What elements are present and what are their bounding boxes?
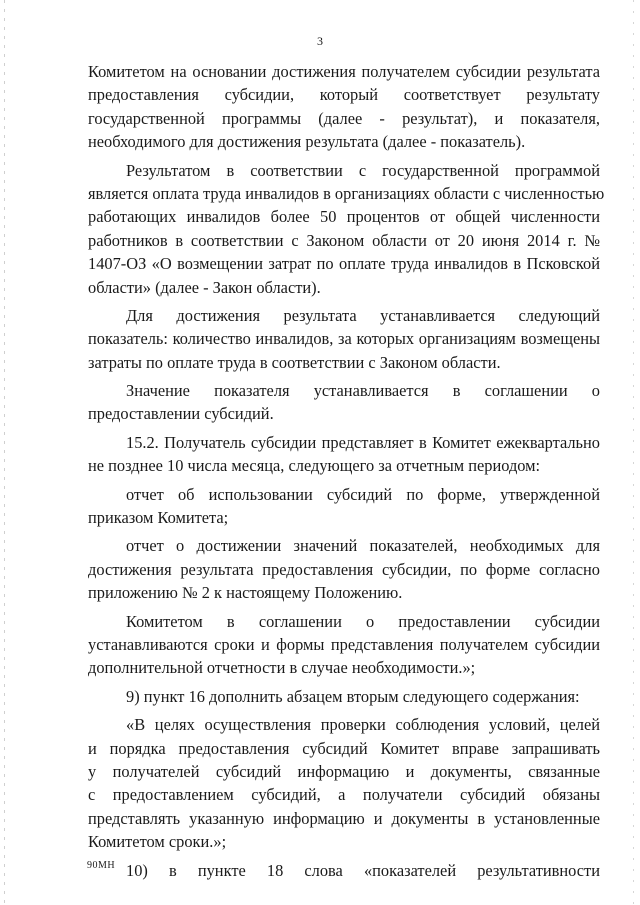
text-line: приложению № 2 к настоящему Положению. [88, 583, 403, 603]
text-line: приказом Комитета; [88, 508, 229, 528]
text-line: Комитетом в соглашении о предоставлении субсидии [126, 611, 600, 631]
text-line: отчет об использовании субсидий по форме, утвержденной [126, 484, 600, 504]
text-line: является оплата труда инвалидов в организациях области с численностью [88, 183, 605, 203]
scan-edge-right [633, 0, 634, 905]
paragraph [88, 859, 600, 882]
text-line: у получателей субсидий информацию и документы, связанные [88, 761, 600, 781]
text-line: Для достижения результата устанавливается следующий [126, 305, 600, 325]
paragraph [88, 483, 600, 530]
text-line: необходимого для достижения результата (далее - показатель). [88, 132, 526, 152]
text-line: затраты по оплате труда в соответствии с Законом области. [88, 352, 501, 372]
text-line: 9) пункт 16 дополнить абзацем вторым следующего содержания: [126, 686, 580, 706]
text-line: Комитетом на основании достижения получателем субсидии результата [88, 62, 600, 81]
text-line: отчет о достижении значений показателей, необходимых для [126, 536, 600, 556]
text-line: предоставлении субсидий. [88, 404, 274, 424]
paragraph [88, 304, 600, 374]
text-line: дополнительной отчетности в случае необходимости.»; [88, 658, 476, 678]
text-line: работающих инвалидов более 50 процентов от общей численности [88, 207, 600, 227]
text-line: 15.2. Получатель субсидии представляет в Комитет ежеквартально [126, 432, 600, 452]
text-line: не позднее 10 числа месяца, следующего за отчетным периодом: [88, 456, 541, 476]
text-line: Значение показателя устанавливается в соглашении о [126, 381, 600, 401]
text-line: показатель: количество инвалидов, за которых организациям возмещены [88, 329, 600, 349]
paragraph [88, 159, 605, 299]
paragraph [88, 379, 600, 426]
text-line: государственной программы (далее - результат), и показателя, [88, 108, 600, 128]
text-line: Результатом в соответствии с государственной программой [126, 160, 600, 180]
paragraph [88, 685, 600, 708]
text-line: «В целях осуществления проверки соблюдения условий, целей [126, 715, 600, 735]
text-line: достижения результата предоставления субсидии, по форме согласно [88, 559, 600, 579]
text-line: 10) в пункте 18 слова «показателей результативности [126, 860, 600, 880]
paragraph [88, 713, 600, 853]
paragraph [88, 431, 600, 478]
text-line: представлять указанную информацию и документы в установленные [88, 808, 600, 828]
paragraph [88, 610, 600, 680]
text-line: и порядка предоставления субсидий Комитет вправе запрашивать [88, 738, 600, 758]
paragraph [88, 534, 600, 604]
text-line: 1407-ОЗ «О возмещении затрат по оплате труда инвалидов в Псковской [88, 254, 600, 274]
page-number: 3 [317, 34, 323, 48]
text-line: устанавливаются сроки и формы представления получателем субсидии [88, 634, 600, 654]
text-line: работников в соответствии с Законом области от 20 июня 2014 г. № [88, 230, 600, 250]
text-line: с предоставлением субсидий, а получатели субсидий обязаны [88, 785, 600, 805]
document-body [88, 60, 605, 882]
footer-code: 90МН [87, 860, 116, 871]
text-line: области» (далее - Закон области). [88, 277, 321, 297]
text-line: Комитетом сроки.»; [88, 832, 227, 852]
paragraph [88, 60, 600, 154]
text-line: предоставления субсидии, который соответствует результату [88, 85, 600, 105]
scan-edge-left [4, 0, 5, 905]
